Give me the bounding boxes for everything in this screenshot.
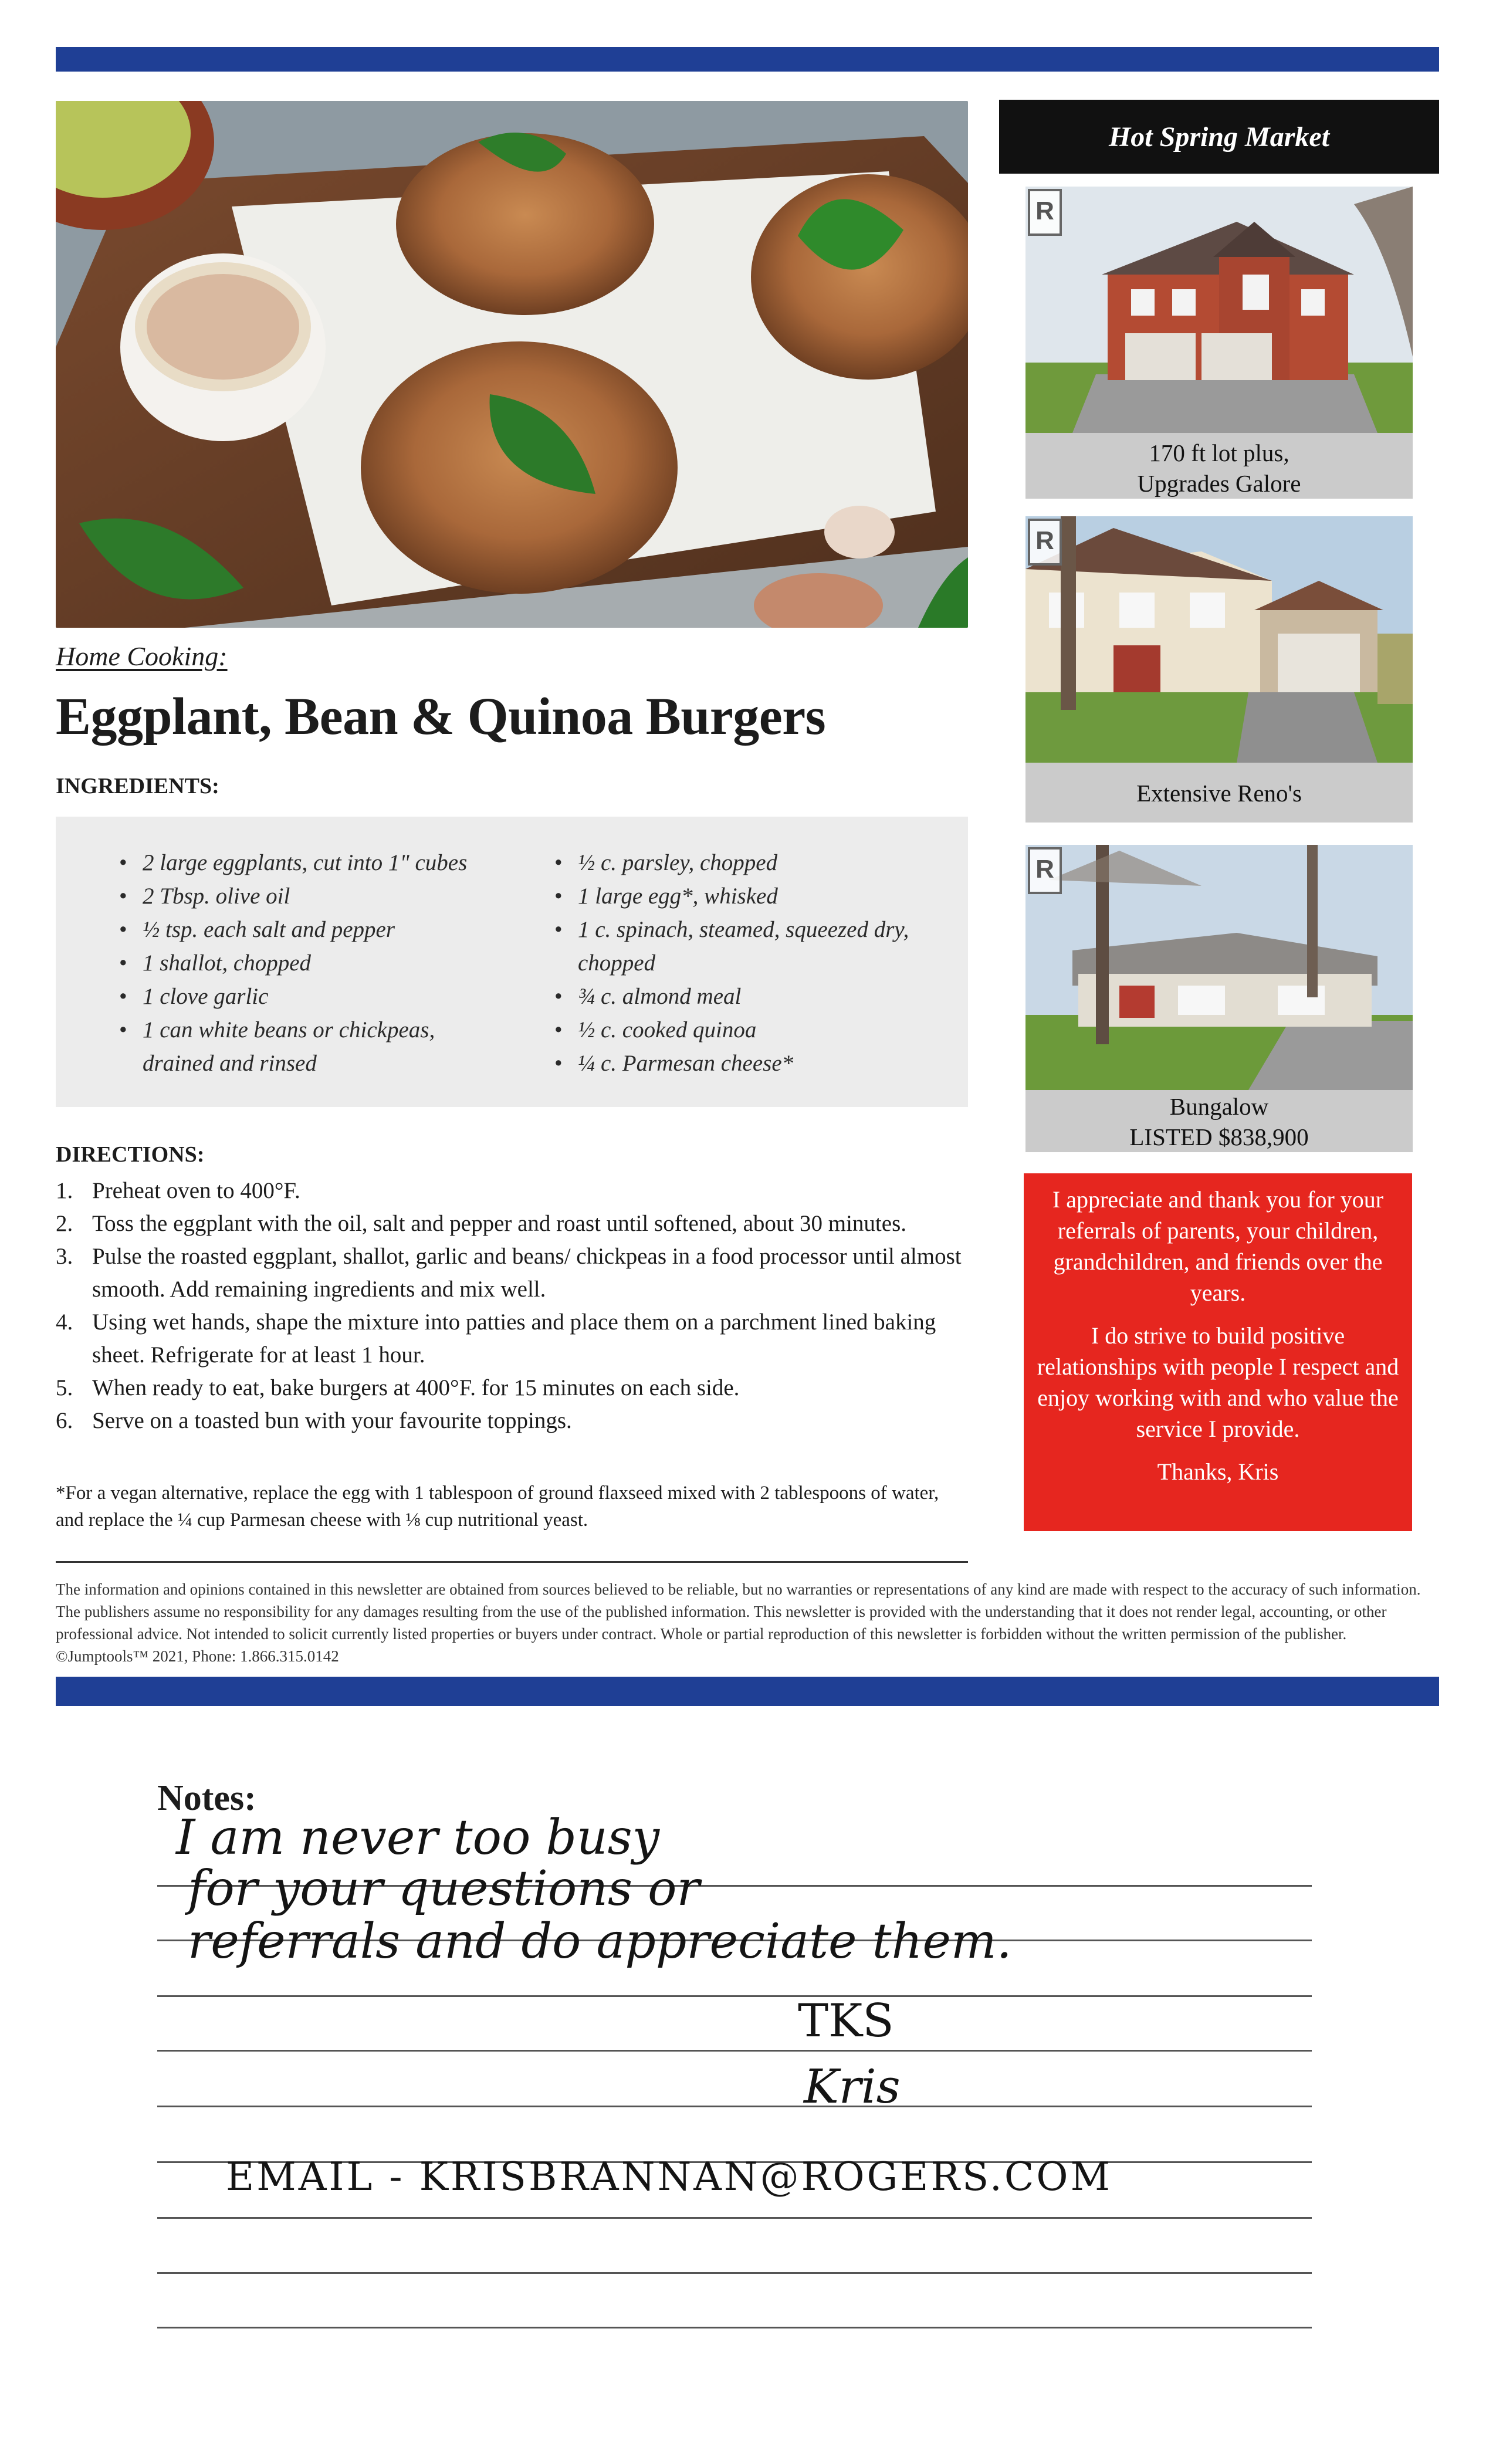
disclaimer: The information and opinions contained in this newsletter are obtained from sources believed to be reliable, but no warranties or representations of any kind are made with respect to the accuracy of such information. The publishers assume no responsibility for any damages resulting from the use of the published information. This newsletter is provided with the understanding that it does not render legal, accounting, or other professional advice. Not intended to solicit currently listed properties or buyers under contract. Whole or partial reproduction of this newsletter is forbidden without the written permission of the publisher. ©Jumptools™ 2021, Phone: 1.866.315.0142 — [56, 1580, 1421, 1665]
notes-label: Notes: — [157, 1778, 256, 1818]
caption-line: Extensive Reno's — [1136, 780, 1302, 807]
handwritten-signature: Kris — [804, 2059, 901, 2114]
section-label: Home Cooking: — [56, 641, 228, 671]
ingredient-item: • ½ tsp. each salt and pepper — [119, 913, 506, 946]
burger-photo — [56, 101, 968, 628]
ingredients-column-left — [119, 846, 506, 1080]
direction-step — [56, 1372, 971, 1404]
ingredient-item: • ¾ c. almond meal — [554, 980, 942, 1013]
bottom-blue-bar — [56, 1677, 1439, 1706]
caption-line: Upgrades Galore — [1137, 470, 1301, 497]
listing-caption — [1025, 433, 1413, 499]
direction-step — [56, 1306, 971, 1372]
listing-card — [1025, 187, 1413, 499]
note-line — [157, 2217, 1312, 2219]
step-number: 1. — [56, 1178, 73, 1203]
step-text: Serve on a toasted bun with your favourite toppings. — [92, 1408, 572, 1433]
ingredients-heading: INGREDIENTS: — [56, 774, 219, 798]
step-text: Toss the eggplant with the oil, salt and pepper and roast until softened, about 30 minutes. — [92, 1211, 907, 1236]
house-photo — [1025, 516, 1413, 763]
ingredient-item: • ½ c. parsley, chopped — [554, 846, 942, 879]
note-line — [157, 1995, 1312, 1997]
thanks-message-box — [1024, 1173, 1412, 1531]
vegan-note: *For a vegan alternative, replace the egg with 1 tablespoon of ground flaxseed mixed with 2 tablespoons of water, and replace the ¼ cup Parmesan cheese with ⅛ cup nutritional yeast. — [56, 1483, 939, 1531]
step-number: 4. — [56, 1309, 73, 1335]
ingredient-item: • 2 Tbsp. olive oil — [119, 879, 506, 913]
ingredient-item: • 2 large eggplants, cut into 1" cubes — [119, 846, 506, 879]
thanks-signature: Thanks, Kris — [1157, 1458, 1279, 1485]
handwritten-note: TKS — [798, 1995, 894, 2047]
directions-heading: DIRECTIONS: — [56, 1142, 205, 1167]
step-number: 3. — [56, 1244, 73, 1269]
direction-step — [56, 1207, 971, 1240]
note-line — [157, 2272, 1312, 2274]
divider — [56, 1561, 968, 1563]
note-line — [157, 2327, 1312, 2328]
direction-step — [56, 1240, 971, 1306]
ingredients-column-right — [554, 846, 942, 1080]
ingredient-item: • 1 c. spinach, steamed, squeezed dry, chopped — [554, 913, 942, 980]
handwritten-email: EMAIL - KRISBRANNAN@ROGERS.COM — [226, 2154, 1113, 2199]
house-photo — [1025, 187, 1413, 433]
note-line — [157, 2050, 1312, 2052]
handwritten-note: referrals and do appreciate them. — [188, 1914, 1012, 1969]
thanks-paragraph: I do strive to build positive relationships with people I respect and enjoy working with and who value the service I provide. — [1037, 1322, 1399, 1442]
direction-step — [56, 1175, 971, 1207]
handwritten-note: for your questions or — [188, 1861, 700, 1917]
listing-caption — [1025, 1090, 1413, 1152]
step-text: Preheat oven to 400°F. — [92, 1178, 300, 1203]
step-number: 5. — [56, 1375, 73, 1400]
realtor-logo-icon: R — [1028, 519, 1062, 566]
market-header: Hot Spring Market — [999, 100, 1439, 174]
step-text: Pulse the roasted eggplant, shallot, garlic and beans/ chickpeas in a food processor until almost smooth. Add remaining ingredients and mix well. — [92, 1244, 962, 1302]
recipe-title: Eggplant, Bean & Quinoa Burgers — [56, 688, 826, 746]
handwritten-note: I am never too busy — [176, 1810, 660, 1866]
direction-step — [56, 1404, 971, 1437]
directions-list — [56, 1175, 971, 1437]
caption-line: Bungalow — [1169, 1093, 1269, 1120]
ingredient-item: • 1 shallot, chopped — [119, 946, 506, 980]
ingredient-item: • 1 large egg*, whisked — [554, 879, 942, 913]
step-number: 2. — [56, 1211, 73, 1236]
house-photo — [1025, 845, 1413, 1090]
step-text: When ready to eat, bake burgers at 400°F. for 15 minutes on each side. — [92, 1375, 740, 1400]
realtor-logo-icon: R — [1028, 847, 1062, 894]
ingredient-item: • 1 can white beans or chickpeas, drained and rinsed — [119, 1013, 506, 1080]
top-blue-bar — [56, 47, 1439, 72]
listing-caption — [1025, 763, 1413, 808]
step-text: Using wet hands, shape the mixture into patties and place them on a parchment lined baking sheet. Refrigerate for at least 1 hour. — [92, 1309, 936, 1368]
listing-card — [1025, 516, 1413, 823]
note-line — [157, 2106, 1312, 2107]
caption-line: LISTED $838,900 — [1129, 1123, 1309, 1150]
realtor-logo-icon: R — [1028, 189, 1062, 236]
listing-card — [1025, 845, 1413, 1152]
ingredient-item: • 1 clove garlic — [119, 980, 506, 1013]
step-number: 6. — [56, 1408, 73, 1433]
ingredients-box — [56, 817, 968, 1107]
ingredient-item: • ¼ c. Parmesan cheese* — [554, 1047, 942, 1080]
ingredient-item: • ½ c. cooked quinoa — [554, 1013, 942, 1047]
thanks-paragraph: I appreciate and thank you for your referrals of parents, your children, grandchildren, and friends over the years. — [1052, 1186, 1384, 1306]
caption-line: 170 ft lot plus, — [1149, 439, 1289, 466]
